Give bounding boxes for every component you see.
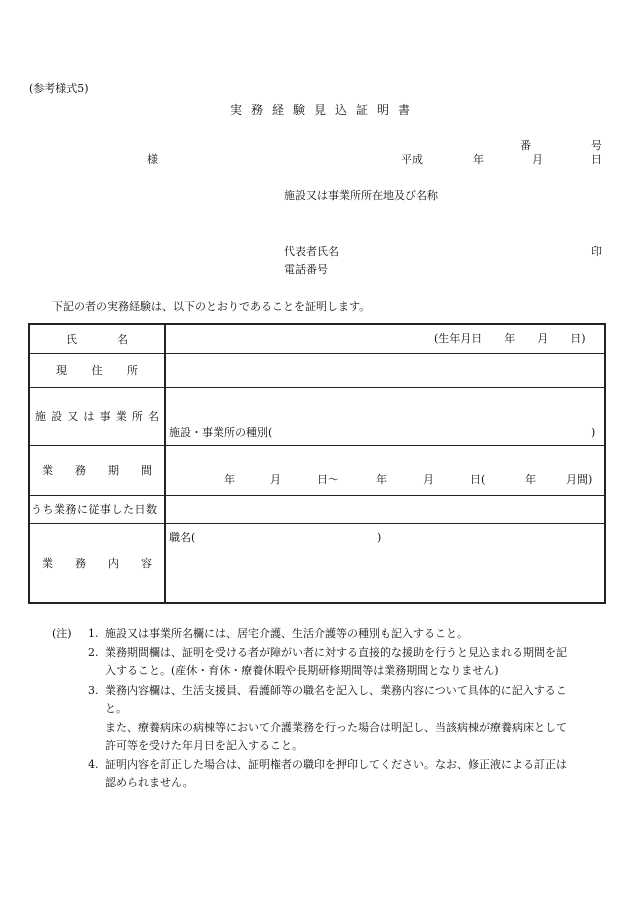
document-title: 実務経験見込証明書 [230,103,420,117]
note-3-line-3: また、療養病床の病棟等において介護業務を行った場合は明記し、当該病棟が療養病床として [105,721,567,734]
issuer-phone-label: 電話番号 [284,263,328,276]
facility-value-cell[interactable] [165,387,605,445]
period-row [29,445,605,495]
address-label-cell [29,353,165,387]
period-total-month: 月間) [566,472,593,486]
name-value-cell[interactable] [165,324,605,353]
certificate-table [28,323,606,604]
note-2-line-2: 入すること。(産休・育休・療養休暇や長期研修期間等は業務期間となりません) [105,664,499,677]
duties-label-cell [29,523,165,603]
date-day: 日 [591,153,602,166]
days-value-cell[interactable] [165,495,605,523]
date-month: 月 [532,153,543,166]
job-title-label: 職名( [169,530,196,544]
duties-label: 業 務 内 容 [42,556,152,570]
job-title-close: ) [377,530,382,544]
address-value-cell[interactable] [165,353,605,387]
name-row [29,324,605,353]
number-label: 番 [520,139,531,152]
facility-type-label: 施設・事業所の種別( [169,425,273,439]
note-3-line-4: 許可等を受けた年月日を記入すること。 [105,739,303,752]
period-end-month: 月 [423,472,434,486]
name-label: 氏 名 [66,332,128,346]
days-label-cell [29,495,165,523]
certification-statement: 下記の者の実務経験は、以下のとおりであることを証明します。 [52,300,371,313]
facility-type-close: ) [591,425,596,439]
date-era: 平成 [401,153,423,166]
date-year: 年 [473,153,484,166]
issuer-facility-label: 施設又は事業所所在地及び名称 [284,189,438,202]
note-4-line-1: 証明内容を訂正した場合は、証明権者の職印を押印してください。なお、修正液による訂正は [105,758,567,771]
issuer-rep-label: 代表者氏名 [284,245,339,258]
name-label-cell [29,324,165,353]
note-3-line-1: 業務内容欄は、生活支援員、看護師等の職名を記入し、業務内容について具体的に記入するこ [105,684,567,697]
period-start-month: 月 [270,472,281,486]
facility-label-cell [29,387,165,445]
period-total-year: 年 [525,472,536,486]
days-row [29,495,605,523]
note-1-line-1: 施設又は事業所名欄には、居宅介護、生活介護等の種別も記入すること。 [105,627,468,640]
duties-value-cell[interactable] [165,523,605,603]
period-end-year: 年 [376,472,387,486]
period-label: 業 務 期 間 [42,464,152,477]
period-start-year: 年 [224,472,235,486]
note-4-number: 4. [88,758,99,771]
recipient-suffix: 様 [147,153,158,166]
note-3-number: 3. [88,684,99,697]
period-label-cell [29,445,165,495]
form-reference: (参考様式5) [29,82,89,95]
note-1-number: 1. [88,627,99,640]
seal-mark: 印 [591,245,602,258]
days-label: うち業務に従事した日数 [31,503,158,516]
period-start-day: 日〜 [317,472,339,486]
facility-row [29,387,605,445]
number-label-suffix: 号 [591,139,602,152]
address-row [29,353,605,387]
period-end-day: 日( [470,472,486,486]
duties-row [29,523,605,603]
facility-label: 施 設 又 は 事 業 所 名 [35,410,159,423]
note-2-number: 2. [88,646,99,659]
note-4-line-2: 認められません。 [105,776,194,789]
address-label: 現 住 所 [56,364,138,377]
note-2-line-1: 業務期間欄は、証明を受ける者が障がい者に対する直接的な援助を行うと見込まれる期間を記 [105,646,567,659]
note-3-line-2: と。 [105,702,127,715]
notes-heading: (注) [52,627,72,640]
period-value-cell[interactable] [165,445,605,495]
birth-date-field: (生年月日 年 月 日) [434,332,586,345]
